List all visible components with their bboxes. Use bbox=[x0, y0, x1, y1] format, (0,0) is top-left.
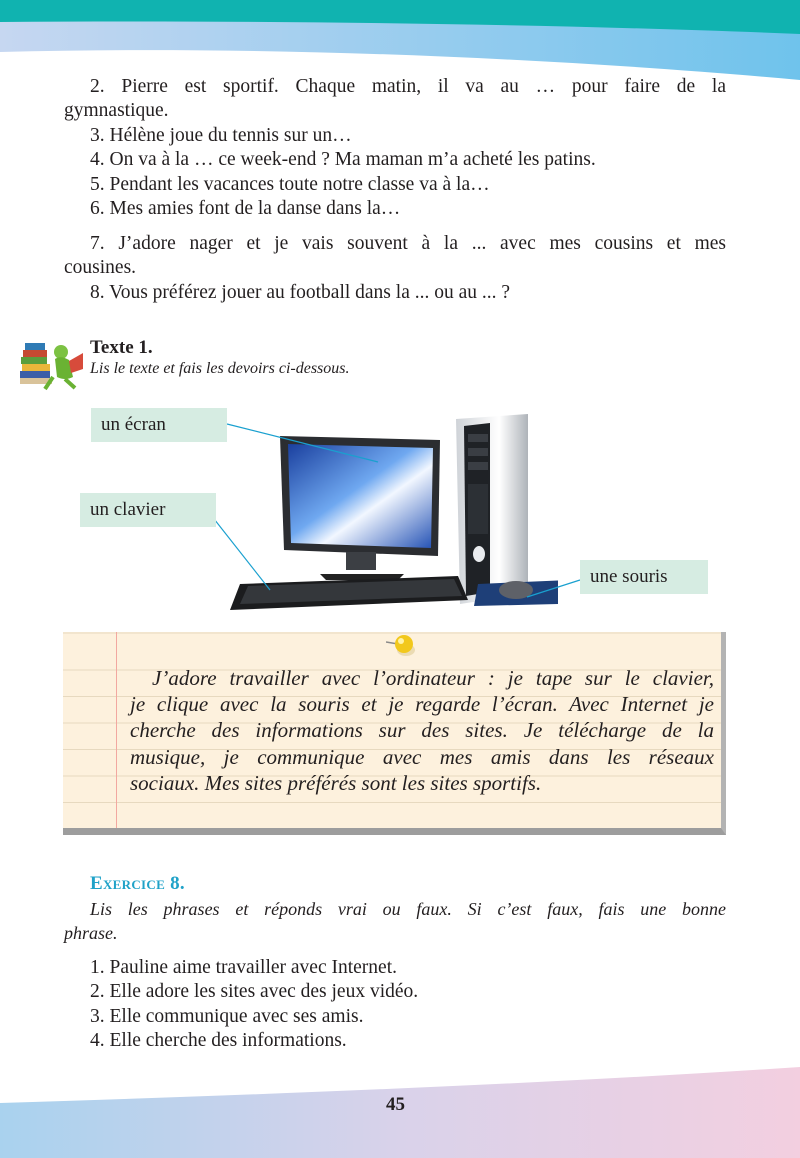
note-line-4: musique, je communique avec mes amis dans les réseaux bbox=[130, 744, 714, 769]
exercice-8-title: Exercice 8. bbox=[90, 873, 185, 894]
texte-title: Texte 1. bbox=[90, 337, 153, 358]
exercise-line-7: 7. J’adore nager et je vais souvent à la ... avec mes cousins et mes bbox=[90, 233, 726, 254]
exercise-line-7-cont: cousines. bbox=[64, 257, 137, 278]
exercice-8-instruction: Lis les phrases et réponds vrai ou faux. Si c’est faux, fais une bonne bbox=[90, 899, 726, 919]
note-line-5: sociaux. Mes sites préférés sont les sites sportifs. bbox=[130, 770, 542, 795]
reading-note bbox=[63, 632, 726, 835]
exercice-8-item-4: 4. Elle cherche des informations. bbox=[90, 1030, 347, 1051]
note-line-2: je clique avec la souris et je regarde l’écran. Avec Internet je bbox=[130, 692, 714, 717]
note-text bbox=[130, 665, 714, 796]
note-margin-line bbox=[116, 632, 117, 828]
exercice-8-item-3: 3. Elle communique avec ses amis. bbox=[90, 1006, 364, 1027]
note-line-3: cherche des informations sur des sites. Je télécharge de la bbox=[130, 718, 714, 743]
exercice-8-item-1: 1. Pauline aime travailler avec Internet. bbox=[90, 957, 397, 978]
label-screen: un écran bbox=[91, 408, 227, 442]
exercise-line-4: 4. On va à la … ce week-end ? Ma maman m’a acheté les patins. bbox=[90, 149, 596, 170]
exercice-8-item-2: 2. Elle adore les sites avec des jeux vidéo. bbox=[90, 981, 419, 1002]
exercice-8-instruction-cont: phrase. bbox=[64, 923, 118, 943]
exercise-line-8: 8. Vous préférez jouer au football dans la ... ou au ... ? bbox=[90, 282, 511, 303]
exercise-line-3: 3. Hélène joue du tennis sur un… bbox=[90, 125, 352, 146]
exercise-line-2: 2. Pierre est sportif. Chaque matin, il va au … pour faire de la bbox=[90, 76, 726, 97]
exercise-line-5: 5. Pendant les vacances toute notre classe va à la… bbox=[90, 174, 490, 195]
page-number: 45 bbox=[386, 1094, 405, 1115]
pushpin-icon bbox=[386, 632, 420, 662]
exercise-line-6: 6. Mes amies font de la danse dans la… bbox=[90, 198, 401, 219]
texte-instruction: Lis le texte et fais les devoirs ci-dessous. bbox=[90, 360, 350, 377]
label-keyboard: un clavier bbox=[80, 493, 216, 527]
note-line-1: J’adore travailler avec l’ordinateur : je tape sur le clavier, bbox=[152, 666, 714, 690]
label-mouse: une souris bbox=[580, 560, 708, 594]
exercise-line-2-cont: gymnastique. bbox=[64, 100, 169, 121]
